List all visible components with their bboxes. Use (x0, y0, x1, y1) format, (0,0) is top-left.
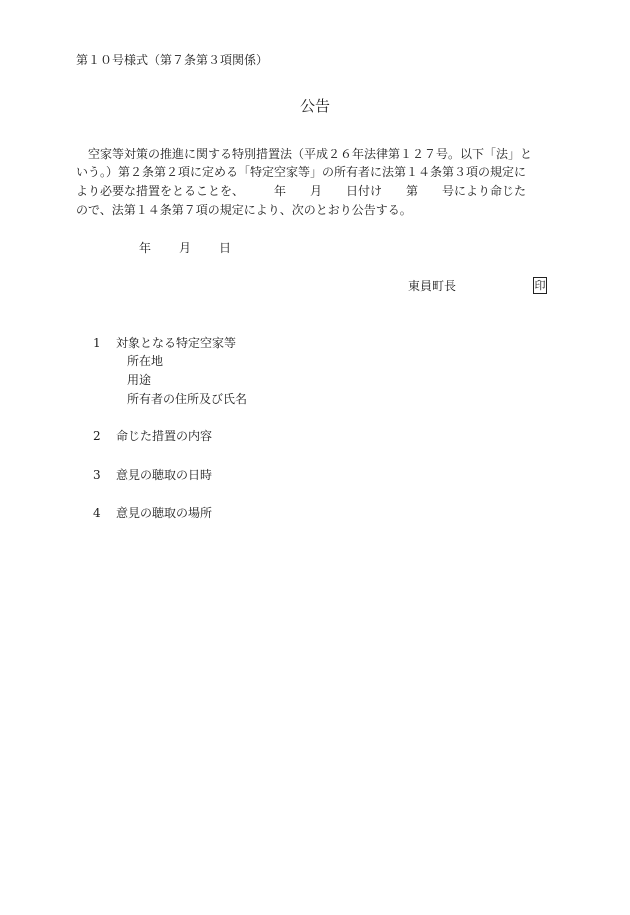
date-line (139, 242, 231, 254)
page-title: 公告 (299, 97, 330, 115)
item-label-4: 意見の聴取の場所 (116, 506, 213, 520)
sub-item-use: 用途 (127, 373, 152, 387)
date-month: 月 (179, 241, 192, 255)
item-number-1: 1 (93, 336, 101, 350)
body-line-2: いう。）第２条第２項に定める「特定空家等」の所有者に法第１４条第３項の規定に (76, 165, 527, 179)
item-label-2: 命じた措置の内容 (116, 429, 213, 443)
issuer-name: 東員町長 (408, 279, 457, 293)
body-line-1: 空家等対策の推進に関する特別措置法（平成２６年法律第１２７号。以下「法」と (76, 147, 533, 161)
sub-item-owner: 所有者の住所及び氏名 (127, 392, 248, 406)
date-year: 年 (139, 241, 152, 255)
body-line-3: より必要な措置をとることを、 年 月 日付け 第 号により命じた (76, 184, 527, 198)
item-number-3: 3 (93, 468, 101, 482)
seal-mark: 印 (534, 279, 546, 292)
item-number-4: 4 (93, 506, 101, 520)
item-label-3: 意見の聴取の日時 (116, 468, 213, 482)
item-label-1: 対象となる特定空家等 (116, 336, 237, 350)
date-day: 日 (219, 241, 232, 255)
sub-item-location: 所在地 (127, 354, 164, 368)
body-line-4: ので、法第１４条第７項の規定により、次のとおり公告する。 (76, 203, 412, 217)
item-number-2: 2 (93, 429, 101, 443)
form-number: 第１０号様式（第７条第３項関係） (76, 53, 269, 67)
